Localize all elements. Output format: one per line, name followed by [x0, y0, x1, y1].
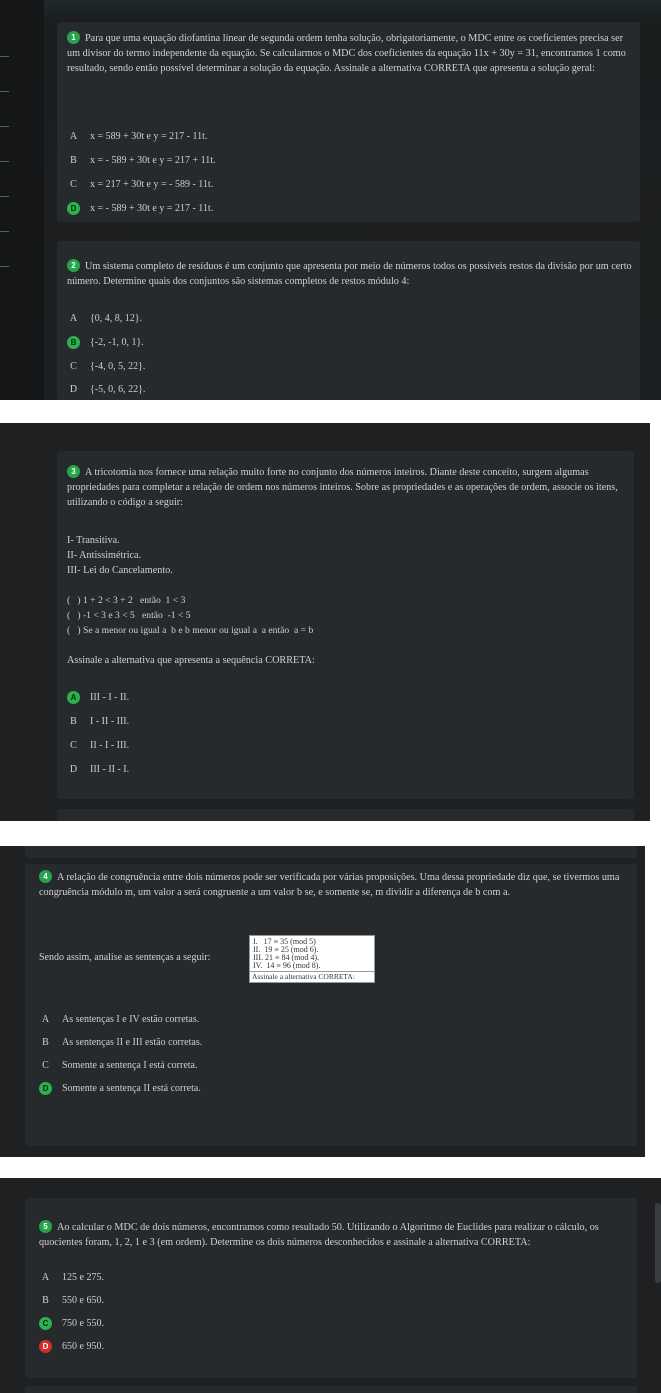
previous-card-edge — [25, 846, 637, 858]
screenshot-panel-3 — [0, 846, 645, 1157]
option-letter: D — [69, 384, 78, 395]
screenshot-panel-2 — [0, 423, 650, 821]
instruction: Assinale a alternativa que apresenta a sequência CORRETA: — [67, 655, 315, 666]
option-letter: C — [70, 361, 77, 372]
question-number-badge: 3 — [67, 465, 80, 478]
question-3-text: 3 A tricotomia nos fornece uma relação muito forte no conjunto dos números inteiros. Diante deste conceito, surgem algumas propriedades para completar a relação de ordem nos números inteiros. Sobre as propriedades e as operações de ordem, associe os itens, utilizando o código a seguir: — [67, 467, 618, 508]
option-letter-correct: C — [39, 1317, 52, 1330]
option-b[interactable]: B 550 e 650. — [39, 1294, 104, 1307]
option-d[interactable]: D {-5, 0, 6, 22}. — [67, 383, 145, 396]
option-a-selected[interactable]: A III - I - II. — [67, 691, 129, 704]
question-5-text: 5 Ao calcular o MDC de dois números, encontramos como resultado 50. Utilizando o Algoritmo de Euclides para realizar o cálculo, os quocientes foram, 1, 2, 1 e 3 (em ordem). Determine os dois números desconhecidos e assinale a alternativa CORRETA: — [39, 1222, 599, 1248]
option-c[interactable]: C x = 217 + 30t e y = - 589 - 11t. — [67, 178, 213, 191]
item-3: III- Lei do Cancelamento. — [67, 565, 173, 576]
option-a[interactable]: A {0, 4, 8, 12}. — [67, 312, 142, 325]
option-b[interactable]: B As sentenças II e III estão corretas. — [39, 1036, 202, 1049]
option-c[interactable]: C II - I - III. — [67, 739, 129, 752]
option-b[interactable]: B x = - 589 + 30t e y = 217 + 11t. — [67, 154, 216, 167]
option-a[interactable]: A x = 589 + 30t e y = 217 - 11t. — [67, 130, 207, 143]
sentence-2: II. 19 ≡ 25 (mod 6). — [253, 945, 319, 954]
option-letter: D — [69, 764, 78, 775]
question-number-badge: 1 — [67, 31, 80, 44]
option-letter: A — [41, 1272, 50, 1283]
option-letter: A — [69, 131, 78, 142]
question-number-badge: 2 — [67, 259, 80, 272]
question-4-card — [25, 864, 637, 1146]
sentence-3: III. 21 ≡ 84 (mod 4). — [253, 953, 320, 962]
option-letter: C — [70, 179, 77, 190]
option-d-selected[interactable]: D Somente a sentença II está correta. — [39, 1082, 201, 1095]
next-card-edge — [57, 809, 634, 821]
sentence-4: IV. 14 ≡ 96 (mod 8). — [253, 961, 321, 970]
question-5-card — [25, 1198, 637, 1378]
option-c-selected[interactable]: C 750 e 550. — [39, 1317, 104, 1330]
option-letter: B — [70, 155, 77, 166]
option-letter-correct: D — [67, 202, 80, 215]
option-d[interactable]: D III - II - I. — [67, 763, 129, 776]
option-c[interactable]: C Somente a sentença I está correta. — [39, 1059, 198, 1072]
option-b[interactable]: B I - II - III. — [67, 715, 129, 728]
question-2-card — [57, 241, 640, 400]
screenshot-panel-4 — [0, 1178, 661, 1393]
screenshot-panel-1 — [0, 0, 661, 400]
option-letter-correct: D — [39, 1082, 52, 1095]
statement-2: ( ) -1 < 3 e 3 < 5 então -1 < 5 — [67, 610, 191, 621]
option-letter: B — [70, 716, 77, 727]
option-letter-wrong: D — [39, 1340, 52, 1353]
question-number-badge: 5 — [39, 1220, 52, 1233]
option-letter: C — [70, 740, 77, 751]
option-letter-correct: A — [67, 691, 80, 704]
option-a[interactable]: A 125 e 275. — [39, 1271, 104, 1284]
option-b-selected[interactable]: B {-2, -1, 0, 1}. — [67, 336, 144, 349]
box-instruction: Assinale a alternativa CORRETA: — [250, 971, 374, 982]
option-letter: A — [41, 1014, 50, 1025]
item-1: I- Transitiva. — [67, 535, 120, 546]
question-1-card — [57, 22, 640, 222]
question-1-text: 1 Para que uma equação diofantina linear de segunda ordem tenha solução, obrigatoriamente, o MDC entre os coeficientes precisa ser um divisor do termo independente da equação. Se calcularmos o MDC dos coeficientes da equação 11x + 30y = 31, encontramos 1 como resultado, sendo então possível determinar a solução da equação. Assinale a alternativa CORRETA que apresenta a solução geral: — [67, 33, 626, 74]
sentence-1: I. 17 ≡ 35 (mod 5) — [253, 937, 316, 946]
question-number-badge: 4 — [39, 870, 52, 883]
option-letter: B — [42, 1037, 49, 1048]
statement-3: ( ) Se a menor ou igual a b e b menor ou igual a a então a = b — [67, 625, 314, 636]
sentences-lead: Sendo assim, analise as sentenças a seguir: — [39, 952, 211, 963]
question-3-card — [57, 451, 634, 799]
next-card-edge — [25, 1386, 637, 1393]
option-a[interactable]: A As sentenças I e IV estão corretas. — [39, 1013, 199, 1026]
statement-1: ( ) 1 + 2 < 3 + 2 então 1 < 3 — [67, 595, 186, 606]
question-2-text: 2 Um sistema completo de resíduos é um conjunto que apresenta por meio de números todos os possíveis restos da divisão por um certo número. Determine quais dos conjuntos são sistemas completos de restos módulo 4: — [67, 261, 632, 287]
question-4-text: 4 A relação de congruência entre dois números pode ser verificada por várias proposições. Uma dessa propriedade diz que, se tivermos uma congruência módulo m, um valor a será congruente a um valor b se, e somente se, m dividir a diferença de b com a. — [39, 872, 620, 898]
option-c[interactable]: C {-4, 0, 5, 22}. — [67, 360, 145, 373]
sentences-box — [249, 935, 375, 983]
scrollbar-thumb[interactable] — [655, 1203, 661, 1283]
item-2: II- Antissimétrica. — [67, 550, 142, 561]
option-letter-correct: B — [67, 336, 80, 349]
option-letter: B — [42, 1295, 49, 1306]
option-letter: A — [69, 313, 78, 324]
option-d-wrong[interactable]: D 650 e 950. — [39, 1340, 104, 1353]
option-d-selected[interactable]: D x = - 589 + 30t e y = 217 - 11t. — [67, 202, 213, 215]
option-letter: C — [42, 1060, 49, 1071]
left-sidebar — [0, 0, 44, 400]
